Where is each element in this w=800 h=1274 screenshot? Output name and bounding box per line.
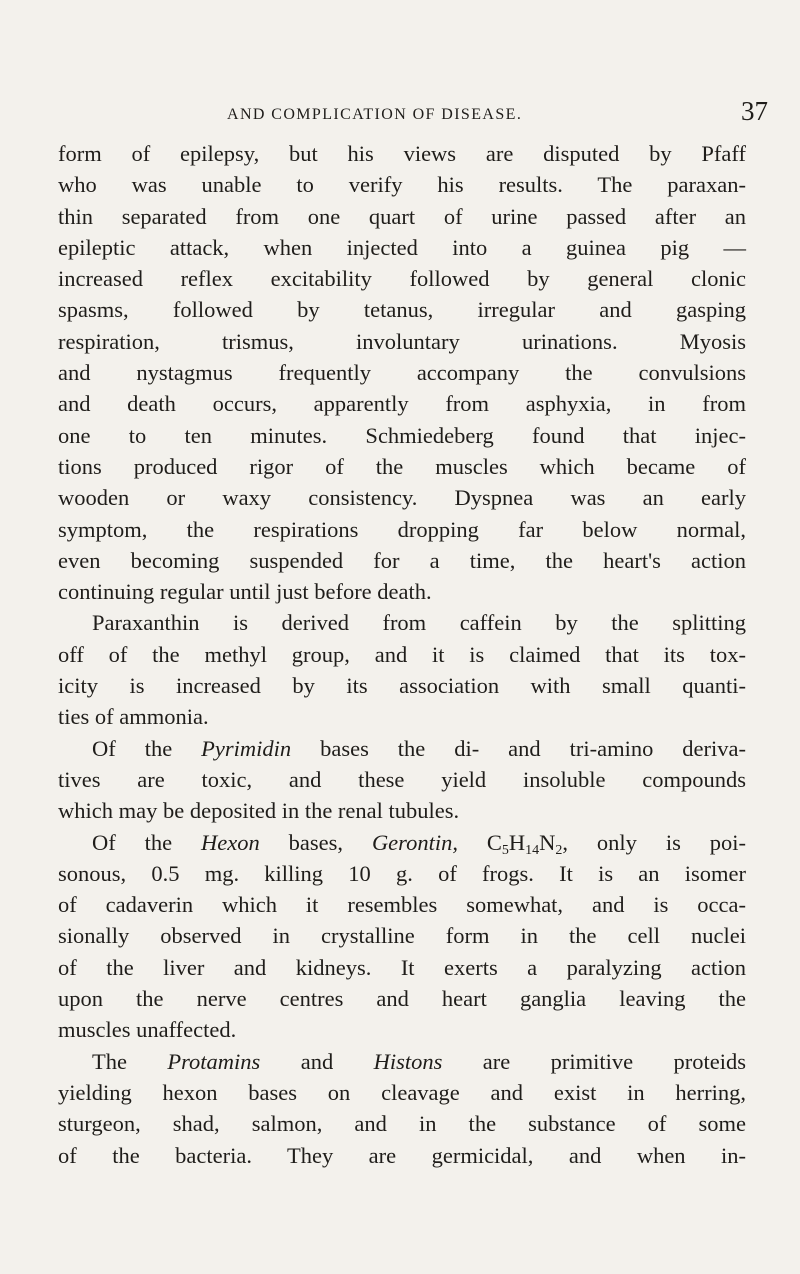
formula	[457, 829, 563, 858]
text-line: form of epilepsy, but his views are disputed by Pfaff	[58, 141, 746, 166]
text-line: of the bacteria. They are germicidal, and when in-	[58, 1142, 746, 1168]
body-text	[58, 138, 746, 1171]
text-line: yielding hexon bases on cleavage and exist in herring,	[58, 1079, 746, 1105]
text-span: , only is poi-	[562, 829, 746, 855]
formula-part: H	[508, 829, 526, 855]
text-line	[58, 827, 746, 858]
term-protamins: Protamins	[167, 1048, 261, 1074]
text-line: sonous, 0.5 mg. killing 10 g. of frogs. It is an isomer	[58, 860, 746, 886]
text-line: and death occurs, apparently from asphyxia, in from	[58, 391, 746, 417]
text-span: and	[260, 1048, 374, 1074]
text-line: wooden or waxy consistency. Dyspnea was an early	[58, 485, 746, 511]
text-line: respiration, trismus, involuntary urinations. Myosis	[58, 328, 746, 354]
text-line: increased reflex excitability followed by general clonic	[58, 266, 746, 292]
text-span: Of the	[92, 829, 202, 855]
text-line: sionally observed in crystalline form in the cell nuclei	[58, 923, 746, 949]
text-span: The	[92, 1048, 168, 1074]
formula-part: C	[457, 829, 502, 855]
text-line: symptom, the respirations dropping far below normal,	[58, 516, 746, 542]
formula-subscript: 14	[525, 842, 540, 858]
text-line: off of the methyl group, and it is claimed that its tox-	[58, 641, 746, 667]
page-number: 37	[741, 96, 768, 126]
text-line: sturgeon, shad, salmon, and in the substance of some	[58, 1111, 746, 1137]
text-line: even becoming suspended for a time, the heart's action	[58, 547, 746, 573]
text-span: bases,	[259, 829, 372, 855]
text-line: continuing regular until just before death.	[58, 579, 432, 605]
term-pyrimidin: Pyrimidin	[201, 735, 292, 761]
text-span: bases the di- and tri-amino deriva-	[291, 735, 746, 761]
text-span: Of the	[92, 735, 202, 761]
term-hexon: Hexon	[201, 829, 260, 855]
term-histons: Histons	[373, 1048, 443, 1074]
text-line: muscles unaffected.	[58, 1017, 237, 1043]
formula-subscript: 2	[555, 842, 563, 858]
text-line: upon the nerve centres and heart ganglia leaving the	[58, 986, 746, 1012]
text-line: spasms, followed by tetanus, irregular and gasping	[58, 297, 746, 323]
text-line: of cadaverin which it resembles somewhat, and is occa-	[58, 892, 746, 918]
text-line: tives are toxic, and these yield insoluble compounds	[58, 766, 746, 792]
text-line: which may be deposited in the renal tubules.	[58, 798, 460, 824]
running-header: AND COMPLICATION OF DISEASE.	[227, 106, 523, 123]
text-line: of the liver and kidneys. It exerts a paralyzing action	[58, 954, 746, 980]
term-gerontin: Gerontin,	[371, 829, 458, 855]
paragraph-3	[58, 733, 746, 827]
text-span: are primitive proteids	[442, 1048, 746, 1074]
paragraph-1	[58, 138, 746, 607]
text-line: ties of ammonia.	[58, 704, 209, 730]
text-line: one to ten minutes. Schmiedeberg found that injec-	[58, 422, 746, 448]
text-line: and nystagmus frequently accompany the convulsions	[58, 360, 746, 386]
formula-part: N	[539, 829, 556, 855]
text-line: Paraxanthin is derived from caffein by the splitting	[92, 610, 746, 636]
formula-subscript: 5	[501, 842, 509, 858]
text-line: icity is increased by its association with small quanti-	[58, 673, 746, 699]
paragraph-2	[58, 607, 746, 732]
text-line: thin separated from one quart of urine passed after an	[58, 203, 746, 229]
text-line: epileptic attack, when injected into a guinea pig —	[58, 234, 746, 260]
text-line: who was unable to verify his results. The paraxan-	[58, 172, 746, 198]
paragraph-4	[58, 827, 746, 1046]
text-line	[58, 1046, 746, 1077]
paragraph-5	[58, 1046, 746, 1171]
text-line	[58, 733, 746, 764]
text-line: tions produced rigor of the muscles which became of	[58, 453, 746, 479]
